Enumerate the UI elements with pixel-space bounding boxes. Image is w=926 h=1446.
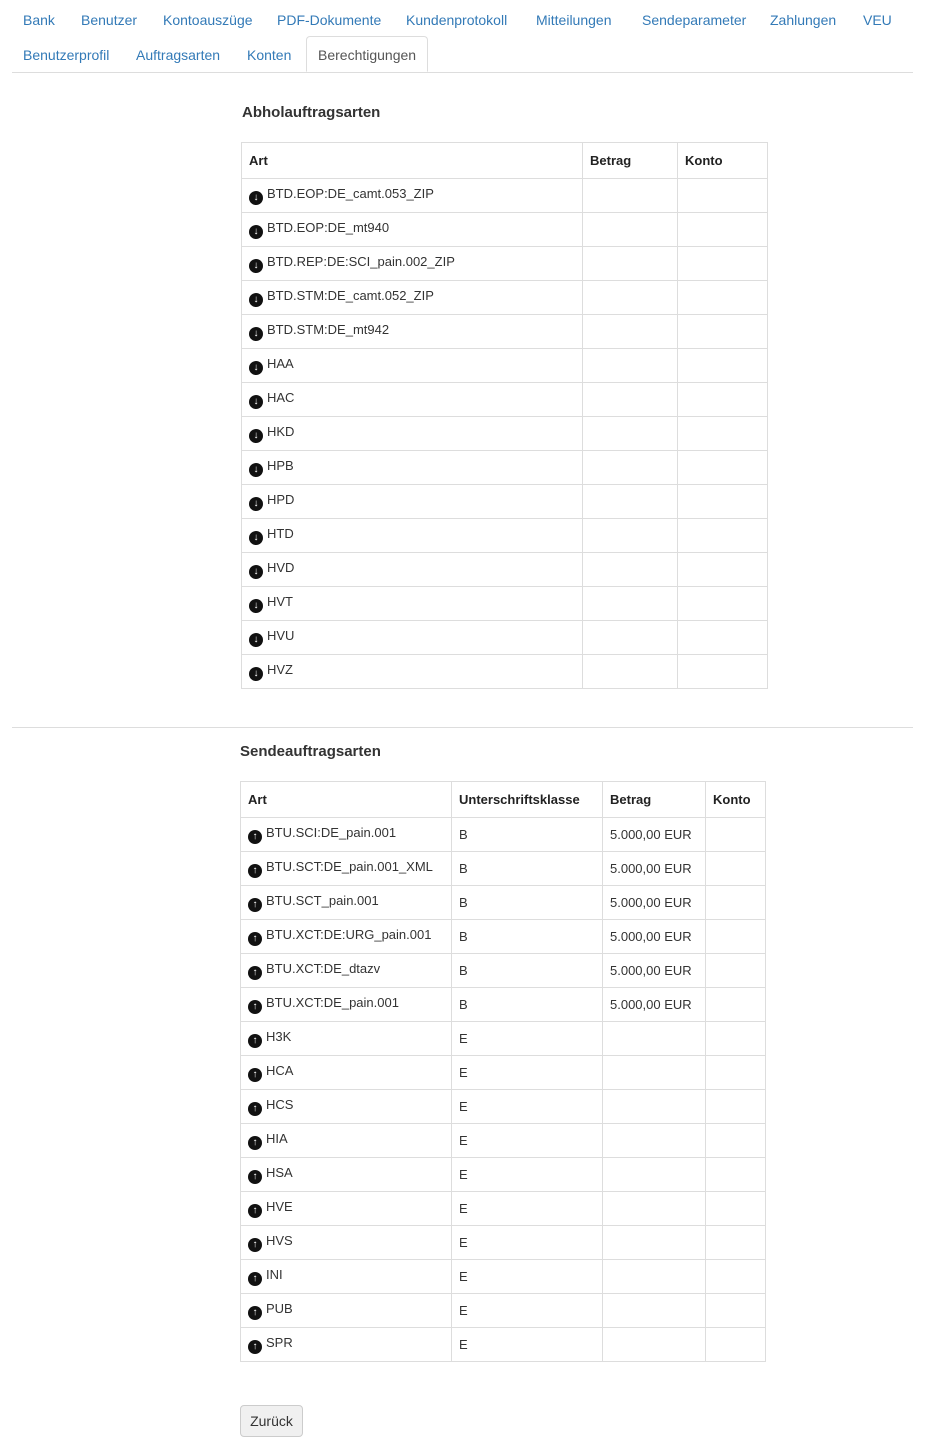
- cell-betrag: [583, 349, 678, 383]
- table-row: [241, 1158, 766, 1192]
- order-type-label: HVT: [267, 594, 293, 609]
- cell-betrag: 5.000,00 EUR: [603, 852, 706, 886]
- cell-art: [242, 349, 583, 383]
- cell-betrag: [583, 417, 678, 451]
- cell-art: [242, 179, 583, 213]
- tab-bar: [12, 2, 913, 73]
- order-type-label: BTD.STM:DE_mt942: [267, 322, 390, 337]
- cell-betrag: 5.000,00 EUR: [603, 886, 706, 920]
- cell-betrag: [583, 179, 678, 213]
- arrow-up-circle-icon: ↑: [248, 1000, 262, 1014]
- arrow-up-circle-icon: ↑: [248, 1238, 262, 1252]
- cell-konto: [678, 281, 768, 315]
- order-type-label: HVU: [267, 628, 295, 643]
- cell-konto: [706, 886, 766, 920]
- order-type-label: BTU.XCT:DE_pain.001: [266, 995, 399, 1010]
- arrow-up-circle-icon: ↑: [248, 1170, 262, 1184]
- cell-betrag: [603, 1158, 706, 1192]
- cell-art: [241, 1090, 452, 1124]
- table-row: [242, 383, 768, 417]
- cell-konto: [706, 920, 766, 954]
- cell-art: [241, 1328, 452, 1362]
- cell-betrag: [603, 1328, 706, 1362]
- section-divider: [12, 727, 913, 728]
- cell-betrag: [583, 485, 678, 519]
- cell-art: [242, 451, 583, 485]
- order-type-label: HPD: [267, 492, 295, 507]
- cell-konto: [706, 988, 766, 1022]
- tab-auftragsarten[interactable]: Auftragsarten: [136, 47, 221, 63]
- arrow-up-circle-icon: ↑: [248, 830, 262, 844]
- arrow-down-circle-icon: ↓: [249, 293, 263, 307]
- order-type-label: HCA: [266, 1063, 294, 1078]
- cell-konto: [706, 1328, 766, 1362]
- cell-betrag: [583, 281, 678, 315]
- table-row: [242, 247, 768, 281]
- arrow-down-circle-icon: ↓: [249, 531, 263, 545]
- arrow-down-circle-icon: ↓: [249, 565, 263, 579]
- cell-konto: [678, 383, 768, 417]
- cell-art: [242, 383, 583, 417]
- column-header-art: Art: [241, 782, 452, 818]
- cell-klasse: E: [452, 1158, 603, 1192]
- arrow-down-circle-icon: ↓: [249, 361, 263, 375]
- tab-kundenprotokoll[interactable]: Kundenprotokoll: [406, 12, 508, 28]
- order-type-label: HPB: [267, 458, 294, 473]
- tab-benutzer[interactable]: Benutzer: [81, 12, 138, 28]
- cell-betrag: 5.000,00 EUR: [603, 954, 706, 988]
- cell-klasse: E: [452, 1328, 603, 1362]
- cell-betrag: 5.000,00 EUR: [603, 818, 706, 852]
- cell-betrag: [603, 1022, 706, 1056]
- cell-konto: [706, 1192, 766, 1226]
- tab-bank[interactable]: Bank: [23, 12, 55, 28]
- cell-klasse: E: [452, 1124, 603, 1158]
- arrow-down-circle-icon: ↓: [249, 327, 263, 341]
- cell-klasse: B: [452, 954, 603, 988]
- cell-art: [241, 1022, 452, 1056]
- cell-konto: [706, 1226, 766, 1260]
- order-type-label: BTU.SCT_pain.001: [266, 893, 379, 908]
- tab-berechtigungen[interactable]: Berechtigungen: [306, 36, 428, 72]
- column-header-konto: Konto: [678, 143, 768, 179]
- cell-konto: [706, 1158, 766, 1192]
- cell-klasse: E: [452, 1090, 603, 1124]
- cell-betrag: [603, 1124, 706, 1158]
- order-type-label: HKD: [267, 424, 295, 439]
- table-row: [242, 485, 768, 519]
- cell-konto: [678, 587, 768, 621]
- cell-betrag: [583, 315, 678, 349]
- cell-konto: [706, 1260, 766, 1294]
- download-section-title: Abholauftragsarten: [242, 104, 381, 121]
- cell-betrag: [583, 247, 678, 281]
- cell-art: [241, 852, 452, 886]
- cell-konto: [678, 621, 768, 655]
- cell-betrag: [583, 519, 678, 553]
- cell-art: [242, 281, 583, 315]
- cell-art: [242, 315, 583, 349]
- cell-betrag: [583, 553, 678, 587]
- cell-betrag: [603, 1260, 706, 1294]
- tab-veu[interactable]: VEU: [863, 12, 892, 28]
- cell-art: [242, 587, 583, 621]
- cell-art: [242, 519, 583, 553]
- cell-art: [241, 1226, 452, 1260]
- cell-art: [242, 485, 583, 519]
- order-type-label: PUB: [266, 1301, 293, 1316]
- table-row: [241, 1090, 766, 1124]
- table-row: [241, 1022, 766, 1056]
- cell-betrag: [603, 1294, 706, 1328]
- order-type-label: INI: [266, 1267, 283, 1282]
- cell-konto: [678, 179, 768, 213]
- tab-konten[interactable]: Konten: [247, 47, 292, 63]
- column-header-art: Art: [242, 143, 583, 179]
- cell-klasse: E: [452, 1022, 603, 1056]
- arrow-down-circle-icon: ↓: [249, 497, 263, 511]
- cell-art: [241, 954, 452, 988]
- cell-konto: [678, 213, 768, 247]
- cell-betrag: [583, 383, 678, 417]
- order-type-label: HIA: [266, 1131, 288, 1146]
- order-type-label: HVE: [266, 1199, 293, 1214]
- cell-konto: [678, 315, 768, 349]
- cell-betrag: [583, 587, 678, 621]
- cell-klasse: B: [452, 886, 603, 920]
- table-row: [241, 988, 766, 1022]
- cell-betrag: [583, 655, 678, 689]
- column-header-betrag: Betrag: [603, 782, 706, 818]
- cell-betrag: [603, 1192, 706, 1226]
- cell-betrag: [603, 1056, 706, 1090]
- cell-art: [241, 988, 452, 1022]
- table-row: [242, 281, 768, 315]
- cell-art: [241, 1294, 452, 1328]
- arrow-up-circle-icon: ↑: [248, 898, 262, 912]
- cell-konto: [706, 1124, 766, 1158]
- tab-benutzerprofil[interactable]: Benutzerprofil: [23, 47, 110, 63]
- cell-konto: [678, 655, 768, 689]
- cell-betrag: [603, 1090, 706, 1124]
- cell-klasse: B: [452, 988, 603, 1022]
- arrow-up-circle-icon: ↑: [248, 1204, 262, 1218]
- order-type-label: HTD: [267, 526, 294, 541]
- table-row: [241, 1192, 766, 1226]
- column-header-konto: Konto: [706, 782, 766, 818]
- cell-konto: [678, 451, 768, 485]
- cell-konto: [678, 485, 768, 519]
- order-type-label: BTD.REP:DE:SCI_pain.002_ZIP: [267, 254, 455, 269]
- table-row: [241, 1328, 766, 1362]
- order-type-label: H3K: [266, 1029, 292, 1044]
- order-type-label: BTU.XCT:DE:URG_pain.001: [266, 927, 432, 942]
- table-row: [242, 179, 768, 213]
- table-row: [242, 451, 768, 485]
- cell-konto: [706, 954, 766, 988]
- order-type-label: BTD.EOP:DE_mt940: [267, 220, 390, 235]
- table-row: [241, 886, 766, 920]
- cell-klasse: E: [452, 1192, 603, 1226]
- cell-art: [241, 1260, 452, 1294]
- table-row: [241, 1260, 766, 1294]
- arrow-down-circle-icon: ↓: [249, 225, 263, 239]
- cell-klasse: B: [452, 852, 603, 886]
- arrow-up-circle-icon: ↑: [248, 966, 262, 980]
- cell-betrag: 5.000,00 EUR: [603, 920, 706, 954]
- cell-art: [242, 247, 583, 281]
- arrow-up-circle-icon: ↑: [248, 1272, 262, 1286]
- arrow-up-circle-icon: ↑: [248, 1102, 262, 1116]
- order-type-label: BTU.SCT:DE_pain.001_XML: [266, 859, 433, 874]
- table-row: [241, 1124, 766, 1158]
- table-row: [241, 818, 766, 852]
- arrow-down-circle-icon: ↓: [249, 463, 263, 477]
- order-type-label: BTD.STM:DE_camt.052_ZIP: [267, 288, 434, 303]
- arrow-down-circle-icon: ↓: [249, 191, 263, 205]
- cell-art: [241, 1124, 452, 1158]
- arrow-down-circle-icon: ↓: [249, 599, 263, 613]
- table-row: [241, 852, 766, 886]
- cell-art: [241, 1158, 452, 1192]
- order-type-label: HVS: [266, 1233, 293, 1248]
- tab-pdf-dokumente[interactable]: PDF-Dokumente: [277, 12, 382, 28]
- arrow-down-circle-icon: ↓: [249, 395, 263, 409]
- cell-art: [241, 1056, 452, 1090]
- table-header-row: [241, 782, 766, 818]
- cell-klasse: B: [452, 920, 603, 954]
- cell-konto: [706, 1090, 766, 1124]
- cell-art: [241, 920, 452, 954]
- cell-konto: [706, 1022, 766, 1056]
- cell-art: [241, 886, 452, 920]
- cell-betrag: [603, 1226, 706, 1260]
- cell-art: [242, 621, 583, 655]
- order-type-label: BTU.SCI:DE_pain.001: [266, 825, 397, 840]
- table-row: [241, 920, 766, 954]
- column-header-unterschriftsklasse: Unterschriftsklasse: [452, 782, 603, 818]
- upload-order-types-table: [240, 781, 766, 1362]
- cell-klasse: E: [452, 1056, 603, 1090]
- order-type-label: HAC: [267, 390, 295, 405]
- cell-konto: [678, 349, 768, 383]
- order-type-label: HAA: [267, 356, 294, 371]
- arrow-down-circle-icon: ↓: [249, 429, 263, 443]
- arrow-up-circle-icon: ↑: [248, 864, 262, 878]
- back-button[interactable]: Zurück: [240, 1405, 303, 1437]
- download-order-types-table: [241, 142, 768, 689]
- arrow-down-circle-icon: ↓: [249, 633, 263, 647]
- table-row: [241, 1056, 766, 1090]
- table-header-row: [242, 143, 768, 179]
- arrow-down-circle-icon: ↓: [249, 667, 263, 681]
- cell-art: [242, 417, 583, 451]
- table-row: [242, 655, 768, 689]
- tab-kontoauszuege[interactable]: Kontoauszüge: [163, 12, 253, 28]
- cell-konto: [678, 417, 768, 451]
- cell-betrag: [583, 451, 678, 485]
- cell-betrag: [583, 213, 678, 247]
- cell-konto: [706, 852, 766, 886]
- cell-art: [242, 553, 583, 587]
- cell-konto: [678, 553, 768, 587]
- tab-sendeparameter[interactable]: Sendeparameter: [642, 12, 747, 28]
- cell-betrag: [583, 621, 678, 655]
- arrow-up-circle-icon: ↑: [248, 1306, 262, 1320]
- tab-zahlungen[interactable]: Zahlungen: [770, 12, 837, 28]
- order-type-label: HVZ: [267, 662, 293, 677]
- cell-konto: [678, 519, 768, 553]
- cell-klasse: E: [452, 1226, 603, 1260]
- table-row: [242, 213, 768, 247]
- arrow-up-circle-icon: ↑: [248, 1136, 262, 1150]
- cell-art: [242, 213, 583, 247]
- arrow-up-circle-icon: ↑: [248, 1340, 262, 1354]
- table-row: [242, 519, 768, 553]
- cell-konto: [706, 818, 766, 852]
- arrow-up-circle-icon: ↑: [248, 1068, 262, 1082]
- order-type-label: SPR: [266, 1335, 293, 1350]
- arrow-up-circle-icon: ↑: [248, 932, 262, 946]
- order-type-label: HVD: [267, 560, 295, 575]
- cell-konto: [706, 1294, 766, 1328]
- table-row: [242, 417, 768, 451]
- cell-klasse: E: [452, 1294, 603, 1328]
- order-type-label: BTU.XCT:DE_dtazv: [266, 961, 381, 976]
- table-row: [242, 315, 768, 349]
- table-row: [241, 1226, 766, 1260]
- column-header-betrag: Betrag: [583, 143, 678, 179]
- cell-art: [241, 1192, 452, 1226]
- cell-betrag: 5.000,00 EUR: [603, 988, 706, 1022]
- upload-section-title: Sendeauftragsarten: [240, 743, 381, 760]
- arrow-up-circle-icon: ↑: [248, 1034, 262, 1048]
- cell-art: [242, 655, 583, 689]
- cell-art: [241, 818, 452, 852]
- cell-konto: [706, 1056, 766, 1090]
- arrow-down-circle-icon: ↓: [249, 259, 263, 273]
- cell-klasse: E: [452, 1260, 603, 1294]
- cell-klasse: B: [452, 818, 603, 852]
- table-row: [242, 621, 768, 655]
- table-row: [242, 553, 768, 587]
- table-row: [241, 954, 766, 988]
- cell-konto: [678, 247, 768, 281]
- order-type-label: HCS: [266, 1097, 294, 1112]
- table-row: [242, 587, 768, 621]
- order-type-label: HSA: [266, 1165, 293, 1180]
- tab-mitteilungen[interactable]: Mitteilungen: [536, 12, 612, 28]
- table-row: [241, 1294, 766, 1328]
- table-row: [242, 349, 768, 383]
- order-type-label: BTD.EOP:DE_camt.053_ZIP: [267, 186, 434, 201]
